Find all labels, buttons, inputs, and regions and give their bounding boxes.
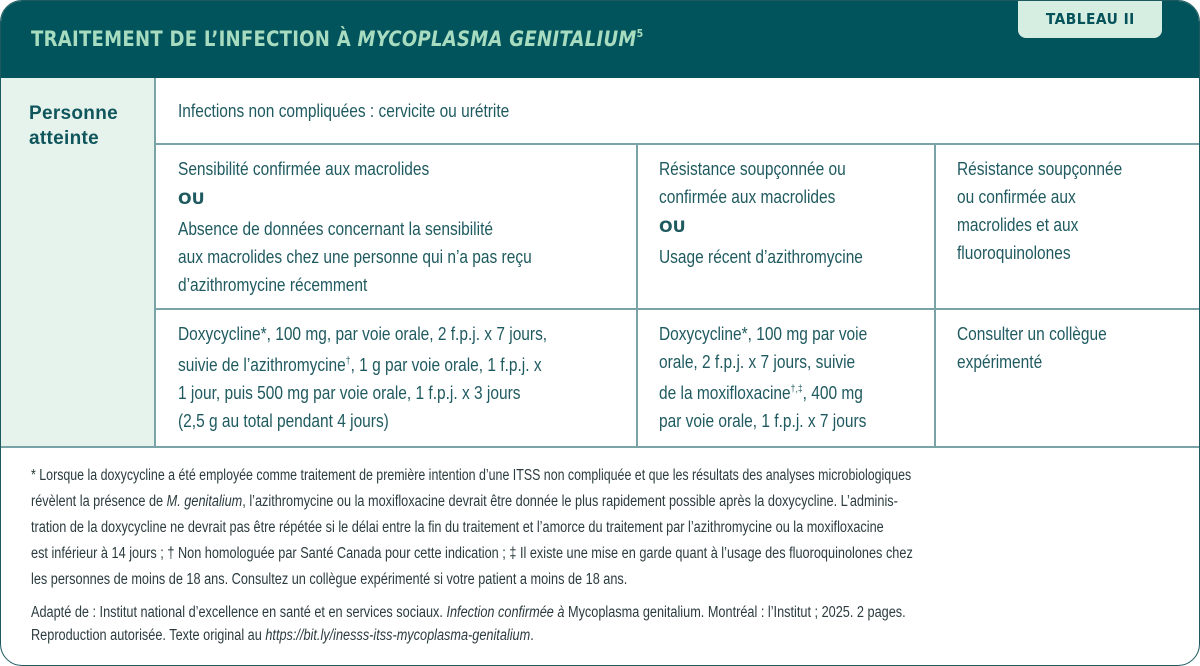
condition-text: aux macrolides chez une personne qui n’a pas reçu <box>178 247 532 267</box>
treatment-text: par voie orale, 1 f.p.j. x 7 jours <box>659 411 867 431</box>
treatment-fragment: , 400 mg <box>802 383 863 403</box>
footnote-line: tration de la doxycycline ne devrait pas être répétée si le délai entre la fin du traitement et l’amorce du traitement par l’azithromycine ou la moxifloxacine <box>31 519 884 536</box>
or-label: OU <box>659 217 686 236</box>
condition-cell-3 <box>935 145 1199 308</box>
condition-text: Absence de données concernant la sensibilité <box>178 219 493 239</box>
column-divider <box>636 145 638 446</box>
source-title: Infection confirmée à <box>446 604 565 621</box>
source-line <box>31 601 970 624</box>
or-label: OU <box>178 189 205 208</box>
table-number-tag <box>1018 1 1162 38</box>
treatment-text <box>659 376 879 407</box>
condition-cell-1 <box>156 145 637 308</box>
table-bottom-divider <box>1 446 1199 448</box>
treatment-cell-1 <box>156 310 637 446</box>
footnote-marker: † <box>345 356 351 367</box>
condition-text: Usage récent d’azithromycine <box>659 247 863 267</box>
treatment-text: Consulter un collègue <box>957 324 1107 344</box>
title-reference: 5 <box>636 27 644 40</box>
title-text: TRAITEMENT DE L’INFECTION À <box>31 27 358 51</box>
condition-text: confirmée aux macrolides <box>659 187 836 207</box>
condition-text: d’azithromycine récemment <box>178 275 368 295</box>
treatment-cell-3 <box>935 310 1199 446</box>
footnote-line: les personnes de moins de 18 ans. Consultez un collègue expérimenté si votre patient a moins de 18 ans. <box>31 571 628 588</box>
table-number-label: TABLEAU II <box>1045 10 1135 28</box>
treatment-cell-2 <box>637 310 935 446</box>
footnote-fragment: révèlent la présence de <box>31 493 167 510</box>
footnote-line <box>31 489 970 515</box>
treatment-text: 1 jour, puis 500 mg par voie orale, 1 f.p.j. x 3 jours <box>178 383 521 403</box>
row-header-cell <box>1 78 156 446</box>
treatment-fragment: , 1 g par voie orale, 1 f.p.j. x <box>350 355 542 375</box>
category-row <box>156 78 1199 145</box>
source-fragment: Reproduction autorisée. Texte original au <box>31 627 266 644</box>
row-header-line: Personne <box>29 103 118 124</box>
treatment-text: Doxycycline*, 100 mg par voie <box>659 324 868 344</box>
condition-cell-2 <box>637 145 935 308</box>
treatment-text: Doxycycline*, 100 mg, par voie orale, 2 f.p.j. x 7 jours, <box>178 324 548 344</box>
condition-text: macrolides et aux <box>957 215 1079 235</box>
condition-text: ou confirmée aux <box>957 187 1076 207</box>
source-fragment: Adapté de : Institut national d’excellence en santé et en services sociaux. <box>31 604 447 621</box>
source-line <box>31 624 970 647</box>
source-fragment: Mycoplasma genitalium. Montréal : l’Institut ; 2025. 2 pages. <box>564 604 906 621</box>
condition-text: fluoroquinolones <box>957 243 1071 263</box>
source-fragment: . <box>530 627 534 644</box>
source-url[interactable]: https://bit.ly/inesss-itss-mycoplasma-genitalium <box>265 627 531 644</box>
title-organism: MYCOPLASMA GENITALIUM <box>357 27 637 51</box>
condition-text: Résistance soupçonnée ou <box>659 159 846 179</box>
treatment-text: (2,5 g au total pendant 4 jours) <box>178 411 389 431</box>
condition-text: Résistance soupçonnée <box>957 159 1123 179</box>
treatment-text: orale, 2 f.p.j. x 7 jours, suivie <box>659 352 856 372</box>
footnote-line: * Lorsque la doxycycline a été employée comme traitement de première intention d’une ITSS non compliquée et que les résultats des analyses microbiologiques <box>31 467 912 484</box>
treatment-fragment: de la moxifloxacine <box>659 383 791 403</box>
footnote-fragment: , l’azithromycine ou la moxifloxacine devrait être donnée le plus rapidement possible après la doxycycline. L’adminis- <box>242 493 898 510</box>
category-label: Infections non compliquées : cervicite ou urétrite <box>178 101 510 121</box>
row-divider <box>156 308 1199 310</box>
treatment-text: expérimenté <box>957 352 1043 372</box>
condition-text: Sensibilité confirmée aux macrolides <box>178 159 430 179</box>
treatment-fragment: suivie de l’azithromycine <box>178 355 346 375</box>
row-header-line: atteinte <box>29 128 99 149</box>
footnote-line: est inférieur à 14 jours ; † Non homologuée par Santé Canada pour cette indication ; ‡ Il existe une mise en garde quant à l’usage des fluoroquinolones chez <box>31 545 913 562</box>
footnotes <box>31 463 1176 647</box>
table-title <box>31 27 643 51</box>
table-header <box>1 1 1199 78</box>
organism-name: M. genitalium <box>166 493 243 510</box>
footnote-marker: †,‡ <box>790 384 803 395</box>
treatment-text <box>178 348 556 379</box>
row-header-label <box>29 101 118 151</box>
column-divider <box>934 145 936 446</box>
source-citation <box>31 601 1176 647</box>
